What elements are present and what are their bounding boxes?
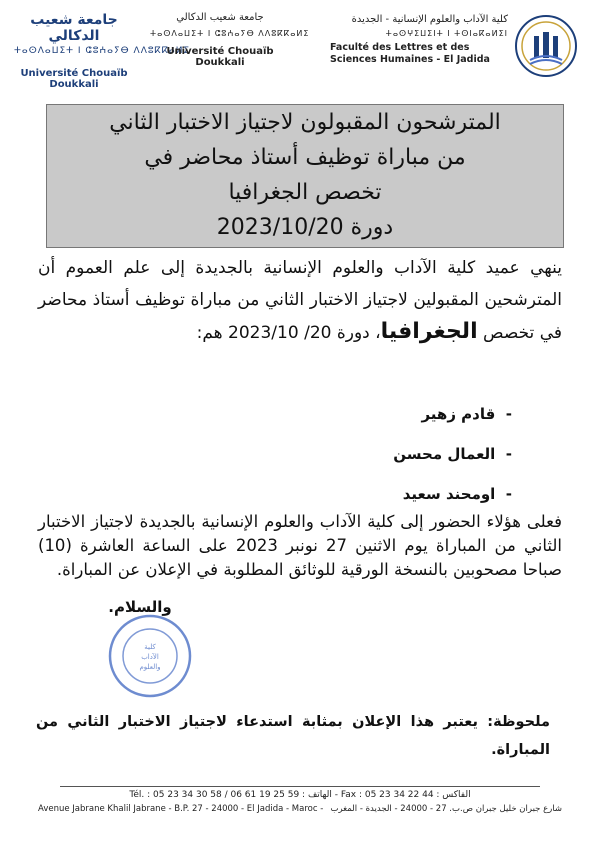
footer-address-ar: شارع جبران خليل جبران ص.ب. 27 - 24000 - الجديدة - المغرب — [330, 804, 562, 814]
faculty-logo-icon — [514, 12, 578, 82]
title-line-4: دورة 2023/10/20 — [216, 215, 394, 240]
svg-text:الآداب: الآداب — [141, 653, 159, 661]
intro-text-part2: ، دورة 20/ 2023/10 هم: — [196, 323, 381, 343]
candidate-item: - قادم زهير — [421, 405, 512, 423]
note-paragraph: ملحوظة: يعتبر هذا الإعلان بمثابة استدعاء لاجتياز الاختبار الثاني من المباراة. — [36, 714, 550, 758]
invitation-paragraph: فعلى هؤلاء الحضور إلى كلية الآداب والعلوم الإنسانية بالجديدة لاجتياز الاختبار الثاني من المباراة يوم الاثنين 27 نونبر 2023 على الساعة العاشرة (10) صباحا مصحوبين بالنسخة الورقية للوثائق المطلوبة في الإعلان عن المباراة. — [38, 512, 562, 579]
candidate-item: - العمال محسن — [393, 445, 512, 463]
candidate-list — [330, 394, 512, 514]
faculty-name-ar: كلية الآداب والعلوم الإنسانية - الجديدة — [351, 14, 508, 25]
university-name-ar: جامعة شعيب الدكالي — [30, 12, 118, 44]
title-line-3: تخصص الجغرافيا — [228, 180, 382, 205]
official-stamp-icon — [106, 612, 194, 700]
footer-phone-line: Tél. : 05 23 34 30 58 / 06 61 19 25 59 : الهاتف - Fax : 05 23 34 22 44 : الفاكس — [129, 790, 471, 800]
university-name-tifinagh: ⵜⴰⵙⴷⴰⵡⵉⵜ ⵏ ⵛⵓⵄⴰⵢⴱ ⴷⴷⵓⴽⴽⴰⵍⵉ — [14, 46, 191, 56]
university-header-tifinagh: ⵜⴰⵙⴷⴰⵡⵉⵜ ⵏ ⵛⵓⵄⴰⵢⴱ ⴷⴷⵓⴽⴽⴰⵍⵉ — [150, 29, 310, 38]
faculty-name-tifinagh: ⵜⴰⵙⵖⵉⵡⵉⵏⵜ ⵏ ⵜⵙⵏⴰⴽⴰⵍⵉⵏ — [385, 29, 508, 38]
title-line-1: المترشحون المقبولون لاجتياز الاختبار الثاني — [109, 110, 501, 135]
intro-paragraph — [38, 252, 562, 349]
candidate-name: العمال محسن — [393, 445, 496, 463]
faculty-name-fr-line1: Faculté des Lettres et des — [330, 42, 470, 53]
intro-text-part1: ينهي عميد كلية الآداب والعلوم الإنسانية بالجديدة إلى علم العموم أن المترشحين المقبولين لاجتياز الاختبار الثاني من مباراة توظيف أستاذ محاضر في تخصص — [38, 258, 562, 343]
closing-text: والسلام. — [108, 598, 172, 616]
candidate-name: اومحند سعيد — [402, 485, 496, 503]
faculty-name-fr — [330, 42, 508, 66]
university-name-fr: Université Chouaïb Doukkali — [20, 68, 128, 90]
candidate-name: قادم زهير — [421, 405, 496, 423]
footer-address-fr: Avenue Jabrane Khalil Jabrane - B.P. 27 - 24000 - El Jadida - Maroc - — [38, 804, 324, 814]
title-line-2: من مباراة توظيف أستاذ محاضر في — [144, 145, 466, 170]
university-header-block — [150, 12, 310, 68]
svg-text:كلية: كلية — [144, 643, 156, 651]
university-logo-block — [14, 12, 191, 90]
faculty-name-fr-line2: Sciences Humaines - El Jadida — [330, 54, 490, 65]
university-header-ar: جامعة شعيب الدكالي — [176, 12, 264, 23]
announcement-title-box — [46, 104, 564, 248]
university-header-fr: Université Chouaïb Doukkali — [166, 46, 274, 68]
faculty-header-block — [330, 14, 508, 66]
candidate-item: - اومحند سعيد — [402, 485, 512, 503]
svg-text:والعلوم: والعلوم — [139, 663, 161, 671]
footer-address — [38, 804, 562, 814]
footer-divider — [60, 786, 540, 787]
intro-specialty: الجغرافيا — [380, 319, 478, 344]
